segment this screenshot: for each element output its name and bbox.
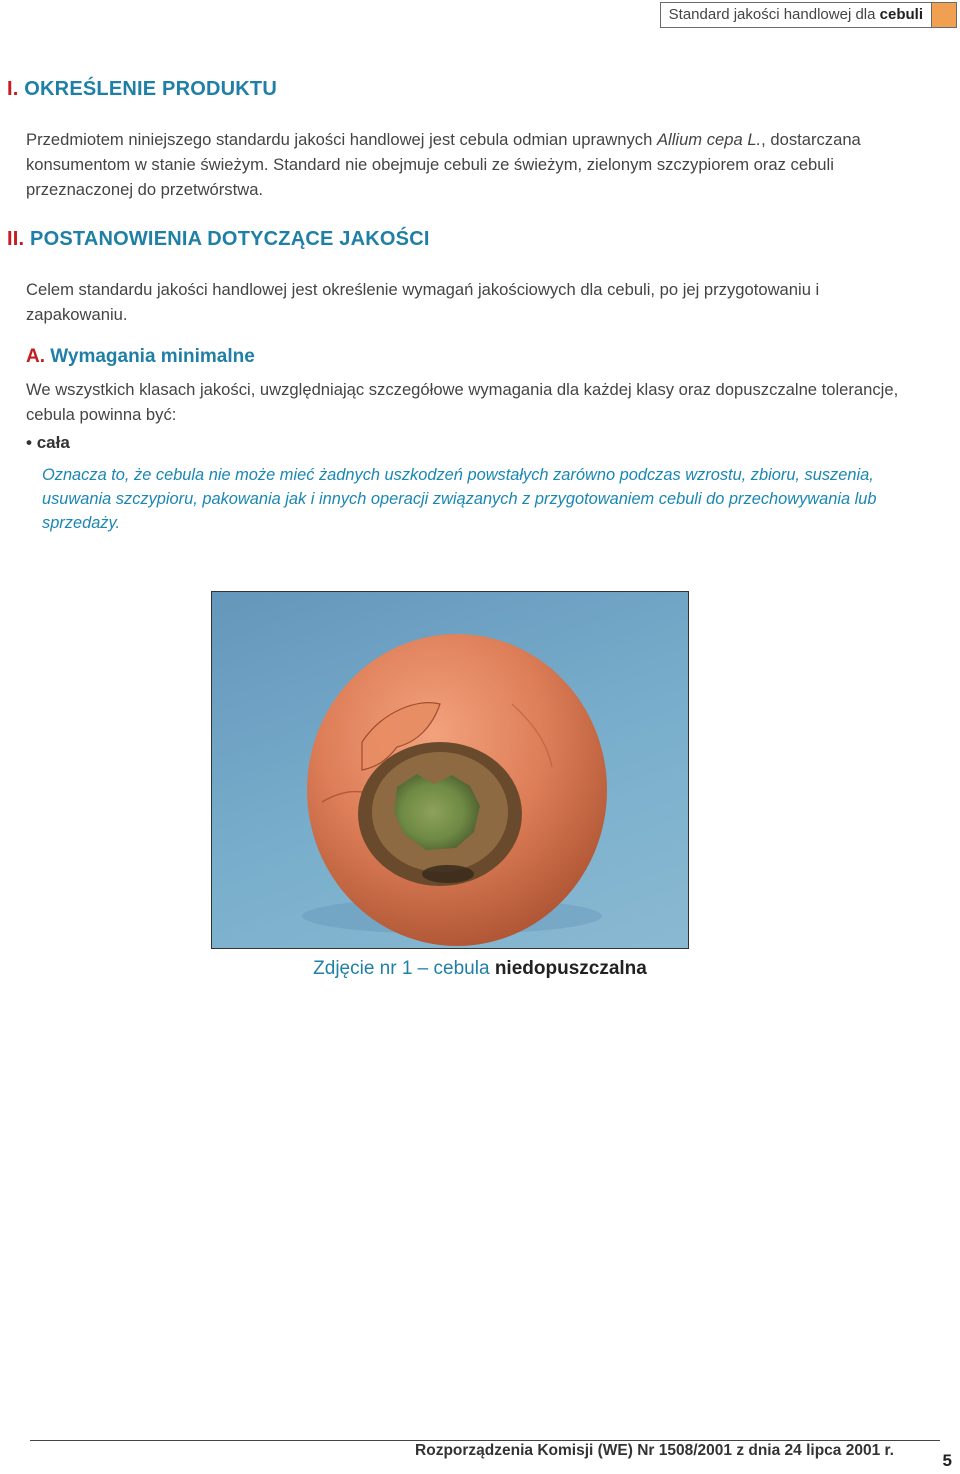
section-1-title: OKREŚLENIE PRODUKTU (24, 78, 277, 100)
bullet-icon: • (26, 433, 32, 452)
section-1-number: I. (7, 78, 19, 100)
footer-divider (30, 1440, 940, 1441)
section-a-title: Wymagania minimalne (50, 346, 255, 367)
section-a-heading (26, 346, 255, 368)
section-2-title: POSTANOWIENIA DOTYCZĄCE JAKOŚCI (30, 228, 430, 250)
section-a-number: A. (26, 346, 45, 367)
requirement-bullet (26, 433, 70, 453)
section-2-number: II. (7, 228, 25, 250)
section-2-paragraph: Celem standardu jakości handlowej jest określenie wymagań jakościowych dla cebuli, po jej przygotowaniu i zapakowaniu. (26, 280, 820, 324)
requirement-explanation: Oznacza to, że cebula nie może mieć żadnych uszkodzeń powstałych zarówno podczas wzrostu, zbioru, suszenia, usuwania szczypioru, pakowania jak i innych operacji związanych z przygotowaniem cebuli do przechowywania lub sprzedaży. (42, 466, 877, 532)
section-1-paragraph: Przedmiotem niniejszego standardu jakości handlowej jest cebula odmian uprawnych Allium cepa L., dostarczana konsumentom w stanie świeżym. Standard nie obejmuje cebuli ze świeżym, zielonym szczypiorem oraz cebuli przeznaczonej do przetwórstwa. (26, 130, 861, 199)
photo-caption: Zdjęcie nr 1 – cebula niedopuszczalna (313, 958, 647, 979)
running-header (660, 2, 957, 28)
onion-photo (211, 591, 689, 949)
page-number: 5 (942, 1451, 952, 1470)
header-color-swatch (931, 3, 956, 27)
section-2-heading (7, 228, 430, 251)
section-1-heading (7, 78, 277, 101)
header-title: Standard jakości handlowej dla cebuli (668, 6, 923, 23)
onion-illustration (212, 592, 688, 948)
footer-citation: Rozporządzenia Komisji (WE) Nr 1508/2001 z dnia 24 lipca 2001 r. (415, 1442, 894, 1459)
section-a-paragraph: We wszystkich klasach jakości, uwzględniając szczegółowe wymagania dla każdej klasy oraz dopuszczalne tolerancje, cebula powinna być: (26, 380, 899, 424)
bullet-label: cała (36, 433, 70, 452)
